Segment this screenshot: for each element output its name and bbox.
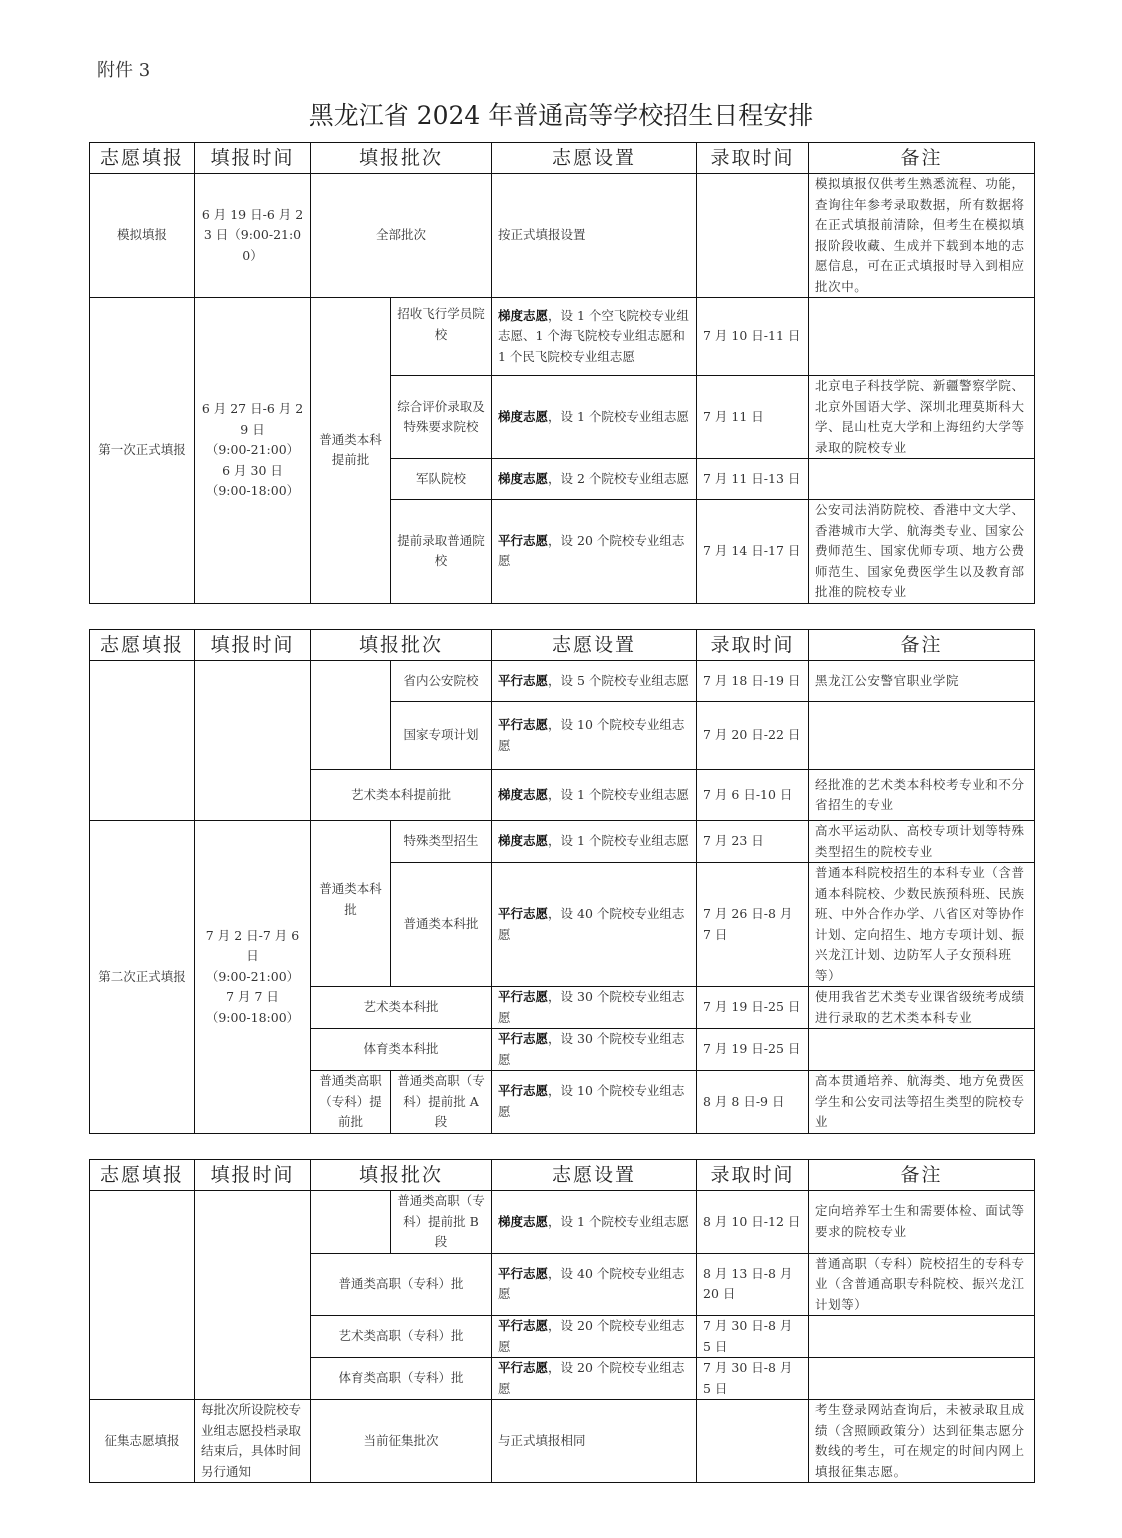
header-notes: 备注	[809, 143, 1035, 174]
setting-cell: 按正式填报设置	[492, 174, 697, 298]
table-row-mock	[90, 174, 1035, 298]
sub-batch-cell: 普通类本科批	[391, 863, 492, 987]
batch-cell: 普通类高职（专科）批	[311, 1253, 492, 1316]
time-line: 6 月 27 日-6 月 29 日	[201, 401, 304, 437]
admit-cell: 7 月 14 日-17 日	[697, 500, 809, 604]
admit-cell	[697, 1400, 809, 1483]
sub-batch-cell: 军队院校	[391, 459, 492, 500]
setting-cell: 梯度志愿，设 1 个院校专业组志愿	[492, 1191, 697, 1254]
note-cell: 高水平运动队、高校专项计划等特殊类型招生的院校专业	[809, 821, 1035, 863]
note-cell	[809, 702, 1035, 770]
header-notes: 备注	[809, 1160, 1035, 1191]
time-line: （9:00-18:00）	[205, 1009, 300, 1025]
setting-cell: 平行志愿，设 20 个院校专业组志愿	[492, 1358, 697, 1400]
document-title: 黑龙江省 2024 年普通高等学校招生日程安排	[308, 101, 814, 130]
header-time: 填报时间	[195, 143, 311, 174]
batch-cell: 体育类本科批	[311, 1029, 492, 1071]
admit-cell: 7 月 11 日	[697, 376, 809, 459]
sub-batch-cell: 提前录取普通院校	[391, 500, 492, 604]
stage-cell: 第二次正式填报	[90, 821, 195, 1134]
setting-cell: 与正式填报相同	[492, 1400, 697, 1483]
header-stage: 志愿填报	[90, 1160, 195, 1191]
sub-batch-cell: 招收飞行学员院校	[391, 298, 492, 376]
time-line: 6 月 30 日	[222, 462, 283, 478]
note-cell: 高本贯通培养、航海类、地方免费医学生和公安司法等招生类型的院校专业	[809, 1071, 1035, 1134]
time-cell-continued	[195, 1191, 311, 1400]
batch-group-cell: 普通类本科提前批	[311, 298, 391, 604]
admit-cell: 7 月 18 日-19 日	[697, 661, 809, 702]
note-cell: 定向培养军士生和需要体检、面试等要求的院校专业	[809, 1191, 1035, 1254]
setting-cell: 平行志愿，设 30 个院校专业组志愿	[492, 1029, 697, 1071]
table-row	[90, 1191, 1035, 1254]
admit-cell: 8 月 8 日-9 日	[697, 1071, 809, 1134]
note-cell	[809, 459, 1035, 500]
admit-cell: 7 月 10 日-11 日	[697, 298, 809, 376]
header-batch: 填报批次	[311, 1160, 492, 1191]
attachment-label: 附件 3	[97, 60, 151, 81]
header-row	[90, 1160, 1035, 1191]
header-setting: 志愿设置	[492, 630, 697, 661]
admit-cell: 7 月 20 日-22 日	[697, 702, 809, 770]
admit-cell: 7 月 26 日-8 月 7 日	[697, 863, 809, 987]
batch-cell: 艺术类本科提前批	[311, 770, 492, 821]
batch-cell: 体育类高职（专科）批	[311, 1358, 492, 1400]
sub-batch-cell: 国家专项计划	[391, 702, 492, 770]
header-stage: 志愿填报	[90, 143, 195, 174]
admit-cell: 7 月 30 日-8 月 5 日	[697, 1358, 809, 1400]
setting-cell: 平行志愿，设 40 个院校专业组志愿	[492, 863, 697, 987]
header-admit-time: 录取时间	[697, 630, 809, 661]
sub-batch-cell: 省内公安院校	[391, 661, 492, 702]
time-line: （9:00-18:00）	[205, 483, 300, 498]
note-cell: 北京电子科技学院、新疆警察学院、北京外国语大学、深圳北理莫斯科大学、昆山杜克大学和上海纽约大学等录取的院校专业	[809, 376, 1035, 459]
header-admit-time: 录取时间	[697, 143, 809, 174]
note-cell: 普通本科院校招生的本科专业（含普通本科院校、少数民族预科班、民族班、中外合作办学、八省区对等协作计划、定向招生、地方专项计划、振兴龙江计划、边防军人子女预科班等）	[809, 863, 1035, 987]
note-cell	[809, 298, 1035, 376]
admit-cell: 7 月 23 日	[697, 821, 809, 863]
batch-group-cell: 普通类高职（专科）提前批	[311, 1071, 391, 1134]
setting-cell: 平行志愿，设 10 个院校专业组志愿	[492, 1071, 697, 1134]
setting-cell: 平行志愿，设 30 个院校专业组志愿	[492, 987, 697, 1029]
admit-cell: 7 月 6 日-10 日	[697, 770, 809, 821]
admit-cell: 7 月 19 日-25 日	[697, 1029, 809, 1071]
stage-cell-continued	[90, 661, 195, 821]
stage-cell-continued	[90, 1191, 195, 1400]
time-cell	[195, 821, 311, 1134]
setting-cell: 梯度志愿，设 1 个院校专业组志愿	[492, 770, 697, 821]
note-cell: 公安司法消防院校、香港中文大学、香港城市大学、航海类专业、国家公费师范生、国家优师专项、地方公费师范生、国家免费医学生以及教育部批准的院校专业	[809, 500, 1035, 604]
schedule-table-part-3	[89, 1159, 1035, 1483]
setting-cell: 梯度志愿，设 1 个院校专业组志愿	[492, 821, 697, 863]
sub-batch-cell: 特殊类型招生	[391, 821, 492, 863]
table-row	[90, 298, 1035, 376]
note-cell	[809, 1029, 1035, 1071]
batch-group-cell: 普通类本科批	[311, 821, 391, 987]
time-line: 7 月 7 日	[226, 989, 279, 1004]
note-cell: 经批准的艺术类本科校考专业和不分省招生的专业	[809, 770, 1035, 821]
header-row	[90, 143, 1035, 174]
admit-cell: 7 月 19 日-25 日	[697, 987, 809, 1029]
header-time: 填报时间	[195, 630, 311, 661]
header-setting: 志愿设置	[492, 143, 697, 174]
time-line: （9:00-21:00）	[205, 968, 300, 984]
admit-cell: 7 月 30 日-8 月 5 日	[697, 1316, 809, 1358]
setting-cell: 平行志愿，设 20 个院校专业组志愿	[492, 1316, 697, 1358]
sub-batch-cell: 普通类高职（专科）提前批 B 段	[391, 1191, 492, 1254]
note-cell: 普通高职（专科）院校招生的专科专业（含普通高职专科院校、振兴龙江计划等）	[809, 1253, 1035, 1316]
note-cell: 模拟填报仅供考生熟悉流程、功能，查询往年参考录取数据，所有数据将在正式填报前清除，但考生在模拟填报阶段收藏、生成并下载到本地的志愿信息，可在正式填报时导入到相应批次中。	[809, 174, 1035, 298]
time-cell	[195, 298, 311, 604]
batch-group-cell-continued	[311, 1191, 391, 1254]
batch-group-cell-continued	[311, 661, 391, 770]
admit-cell: 8 月 10 日-12 日	[697, 1191, 809, 1254]
schedule-table-part-2	[89, 629, 1035, 1134]
schedule-table-part-1	[89, 142, 1035, 604]
note-cell: 使用我省艺术类专业课省级统考成绩进行录取的艺术类本科专业	[809, 987, 1035, 1029]
header-admit-time: 录取时间	[697, 1160, 809, 1191]
batch-cell: 当前征集批次	[311, 1400, 492, 1483]
time-cell: 每批次所设院校专业组志愿投档录取结束后，具体时间另行通知	[195, 1400, 311, 1483]
batch-cell: 全部批次	[311, 174, 492, 298]
note-cell	[809, 1316, 1035, 1358]
admit-cell: 7 月 11 日-13 日	[697, 459, 809, 500]
admit-cell	[697, 174, 809, 298]
setting-cell: 平行志愿，设 20 个院校专业组志愿	[492, 500, 697, 604]
time-line: （9:00-21:00）	[205, 442, 300, 457]
setting-cell: 平行志愿，设 10 个院校专业组志愿	[492, 702, 697, 770]
setting-cell: 梯度志愿，设 1 个空飞院校专业组志愿、1 个海飞院校专业组志愿和 1 个民飞院校专业组志愿	[492, 298, 697, 376]
sub-batch-cell: 普通类高职（专科）提前批 A 段	[391, 1071, 492, 1134]
admit-cell: 8 月 13 日-8 月 20 日	[697, 1253, 809, 1316]
setting-cell: 平行志愿，设 40 个院校专业组志愿	[492, 1253, 697, 1316]
setting-cell: 梯度志愿，设 2 个院校专业组志愿	[492, 459, 697, 500]
stage-cell: 征集志愿填报	[90, 1400, 195, 1483]
table-row	[90, 821, 1035, 863]
table-row-collect	[90, 1400, 1035, 1483]
stage-cell: 模拟填报	[90, 174, 195, 298]
setting-cell: 梯度志愿，设 1 个院校专业组志愿	[492, 376, 697, 459]
header-setting: 志愿设置	[492, 1160, 697, 1191]
stage-cell: 第一次正式填报	[90, 298, 195, 604]
header-row	[90, 630, 1035, 661]
note-cell: 考生登录网站查询后，未被录取且成绩（含照顾政策分）达到征集志愿分数线的考生，可在规定的时间内网上填报征集志愿。	[809, 1400, 1035, 1483]
header-batch: 填报批次	[311, 630, 492, 661]
header-batch: 填报批次	[311, 143, 492, 174]
time-cell-continued	[195, 661, 311, 821]
batch-cell: 艺术类高职（专科）批	[311, 1316, 492, 1358]
header-time: 填报时间	[195, 1160, 311, 1191]
note-cell: 黑龙江公安警官职业学院	[809, 661, 1035, 702]
batch-cell: 艺术类本科批	[311, 987, 492, 1029]
note-cell	[809, 1358, 1035, 1400]
header-notes: 备注	[809, 630, 1035, 661]
header-stage: 志愿填报	[90, 630, 195, 661]
table-row	[90, 661, 1035, 702]
time-line: 7 月 2 日-7 月 6 日	[205, 927, 300, 963]
setting-cell: 平行志愿，设 5 个院校专业组志愿	[492, 661, 697, 702]
sub-batch-cell: 综合评价录取及特殊要求院校	[391, 376, 492, 459]
time-cell: 6 月 19 日-6 月 23 日（9:00-21:00）	[195, 174, 311, 298]
